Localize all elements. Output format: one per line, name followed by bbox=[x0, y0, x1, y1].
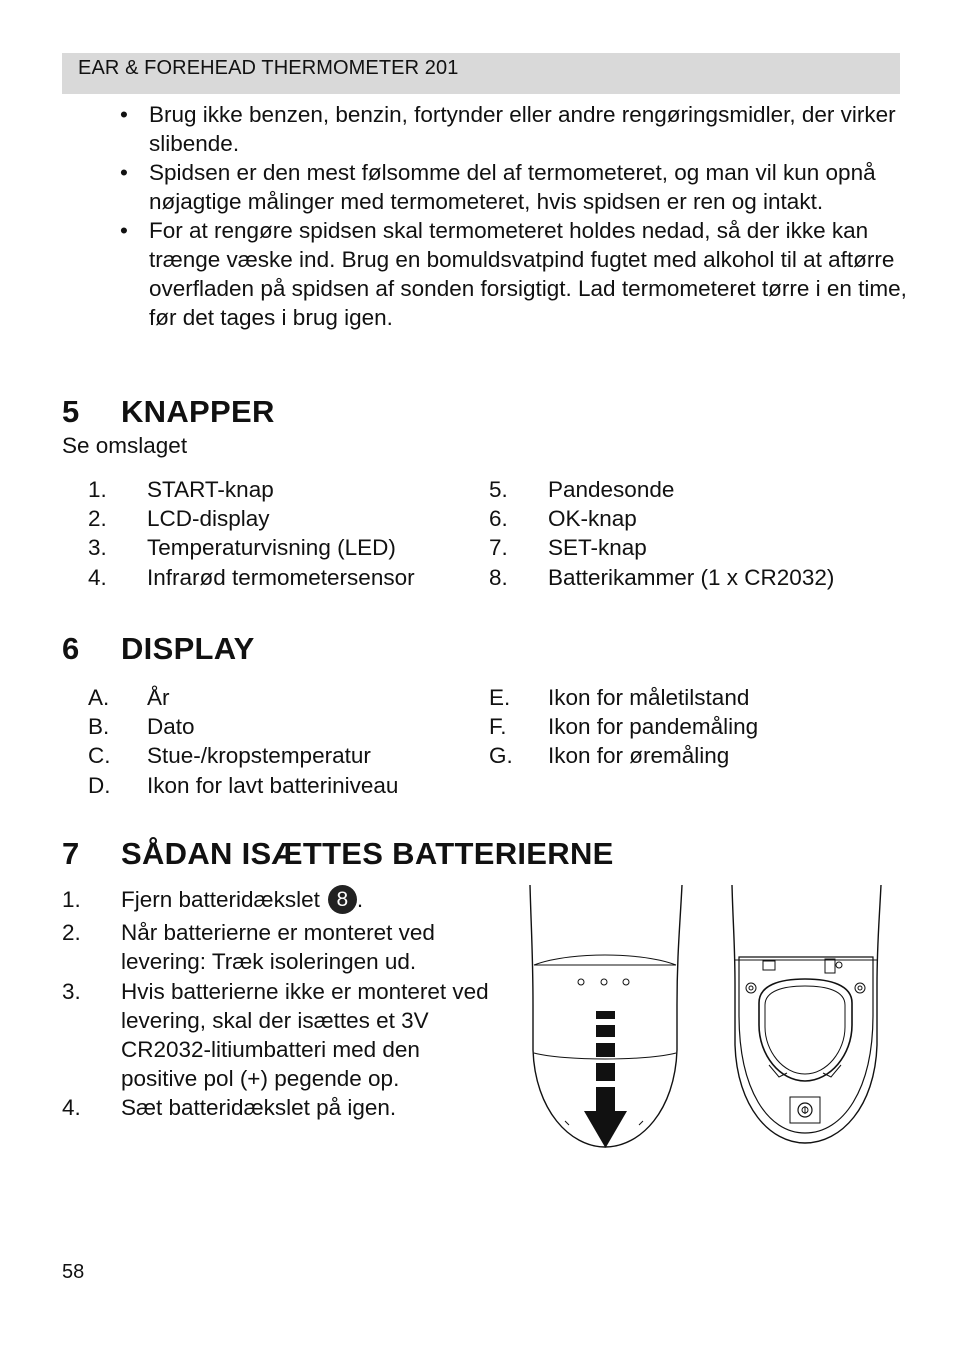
running-header bbox=[62, 53, 900, 94]
item-letter: D. bbox=[88, 772, 111, 798]
section-number: 6 bbox=[62, 631, 80, 666]
list-item bbox=[120, 158, 910, 216]
list-item bbox=[489, 504, 834, 533]
bullet-text: Spidsen er den mest følsomme del af termometeret, og man vil kun opnå nøjagtige målinger med termometeret, hvis spidsen er ren og intakt. bbox=[149, 160, 876, 214]
item-number: 3. bbox=[88, 535, 107, 561]
step-text: Fjern batteridækslet bbox=[121, 887, 320, 912]
care-bullet-list bbox=[120, 100, 910, 332]
item-number: 5. bbox=[489, 477, 508, 502]
list-item bbox=[88, 563, 415, 592]
list-item bbox=[88, 771, 398, 800]
bullet-text: Brug ikke benzen, benzin, fortynder eller andre rengøringsmidler, der virker slibende. bbox=[149, 102, 896, 156]
list-item bbox=[62, 1093, 492, 1122]
step-text: Hvis batterierne ikke er monteret ved levering, skal der isættes et 3V CR2032-litiumbatteri med den positive pol (+) pegende op. bbox=[121, 978, 489, 1092]
item-number: 7. bbox=[489, 535, 508, 561]
header-title: EAR & FOREHEAD THERMOMETER 201 bbox=[78, 57, 459, 79]
buttons-list-right bbox=[489, 475, 834, 592]
battery-steps-list bbox=[62, 885, 492, 1123]
item-letter: F. bbox=[489, 714, 507, 740]
step-number: 2. bbox=[62, 920, 81, 946]
step-suffix: . bbox=[356, 887, 364, 912]
list-item bbox=[88, 504, 415, 533]
item-letter: C. bbox=[88, 743, 111, 769]
item-letter: A. bbox=[88, 685, 110, 710]
display-list-right bbox=[489, 683, 758, 771]
list-item bbox=[120, 100, 910, 158]
section-5-subtitle: Se omslaget bbox=[62, 433, 188, 458]
section-number: 7 bbox=[62, 836, 80, 871]
item-label: Batterikammer (1 x CR2032) bbox=[548, 564, 835, 590]
callout-badge: 8 bbox=[328, 885, 357, 914]
item-label: Ikon for øremåling bbox=[548, 743, 730, 769]
section-title: DISPLAY bbox=[121, 631, 255, 666]
section-5-heading bbox=[62, 394, 275, 430]
list-item bbox=[62, 885, 492, 914]
step-text: Når batterierne er monteret ved levering: Træk isoleringen ud. bbox=[121, 920, 435, 975]
section-6-heading bbox=[62, 631, 255, 667]
item-label: SET-knap bbox=[548, 535, 647, 561]
step-number: 3. bbox=[62, 978, 81, 1004]
section-number: 5 bbox=[62, 394, 80, 429]
list-item bbox=[88, 741, 398, 770]
section-title: SÅDAN ISÆTTES BATTERIERNE bbox=[121, 836, 614, 871]
list-item bbox=[489, 741, 758, 770]
item-number: 6. bbox=[489, 506, 508, 532]
item-letter: B. bbox=[88, 714, 110, 740]
item-label: Ikon for pandemåling bbox=[548, 714, 759, 740]
page-number: 58 bbox=[62, 1261, 85, 1283]
item-label: Temperaturvisning (LED) bbox=[147, 535, 396, 561]
down-arrow-icon bbox=[584, 1011, 627, 1148]
item-label: Dato bbox=[147, 714, 195, 740]
list-item bbox=[120, 216, 910, 332]
list-item bbox=[88, 712, 398, 741]
step-text: Sæt batteridækslet på igen. bbox=[121, 1095, 397, 1121]
list-item bbox=[489, 712, 758, 741]
item-number: 1. bbox=[88, 477, 107, 502]
display-list-left bbox=[88, 683, 398, 800]
item-label: LCD-display bbox=[147, 506, 270, 532]
list-item bbox=[489, 563, 834, 592]
step-number: 4. bbox=[62, 1095, 81, 1121]
item-label: År bbox=[147, 685, 170, 710]
bullet-text: For at rengøre spidsen skal termometeret holdes nedad, så der ikke kan trænge væske ind. Brug en bomuldsvatpind fugtet med alkohol til at aftørre overfladen på spidsen af sonden forsigtigt. Lad termometeret tørre i en time, før det tages i brug igen. bbox=[149, 218, 907, 330]
list-item bbox=[88, 475, 415, 504]
item-number: 4. bbox=[88, 564, 107, 590]
item-label: Infrarød termometersensor bbox=[147, 564, 415, 590]
item-number: 8. bbox=[489, 564, 508, 590]
list-item bbox=[489, 533, 834, 562]
battery-cover-illustration bbox=[525, 885, 890, 1155]
section-title: KNAPPER bbox=[121, 394, 275, 429]
item-letter: G. bbox=[489, 743, 513, 769]
item-label: Pandesonde bbox=[548, 477, 675, 502]
item-label: OK-knap bbox=[548, 506, 637, 532]
bullet-marker: • bbox=[120, 218, 128, 243]
item-label: Stue-/kropstemperatur bbox=[147, 743, 371, 769]
list-item bbox=[489, 475, 834, 504]
step-number: 1. bbox=[62, 887, 81, 912]
list-item bbox=[62, 977, 492, 1094]
list-item bbox=[489, 683, 758, 712]
item-number: 2. bbox=[88, 506, 107, 532]
bullet-marker: • bbox=[120, 160, 128, 185]
list-item bbox=[62, 918, 492, 976]
item-label: START-knap bbox=[147, 477, 274, 502]
buttons-list-left bbox=[88, 475, 415, 592]
thermometer-cover-open bbox=[732, 885, 881, 1143]
bullet-marker: • bbox=[120, 102, 128, 127]
list-item bbox=[88, 533, 415, 562]
section-7-heading bbox=[62, 836, 614, 872]
item-label: Ikon for lavt batteriniveau bbox=[147, 772, 399, 798]
item-letter: E. bbox=[489, 685, 511, 710]
list-item bbox=[88, 683, 398, 712]
item-label: Ikon for måletilstand bbox=[548, 685, 750, 710]
